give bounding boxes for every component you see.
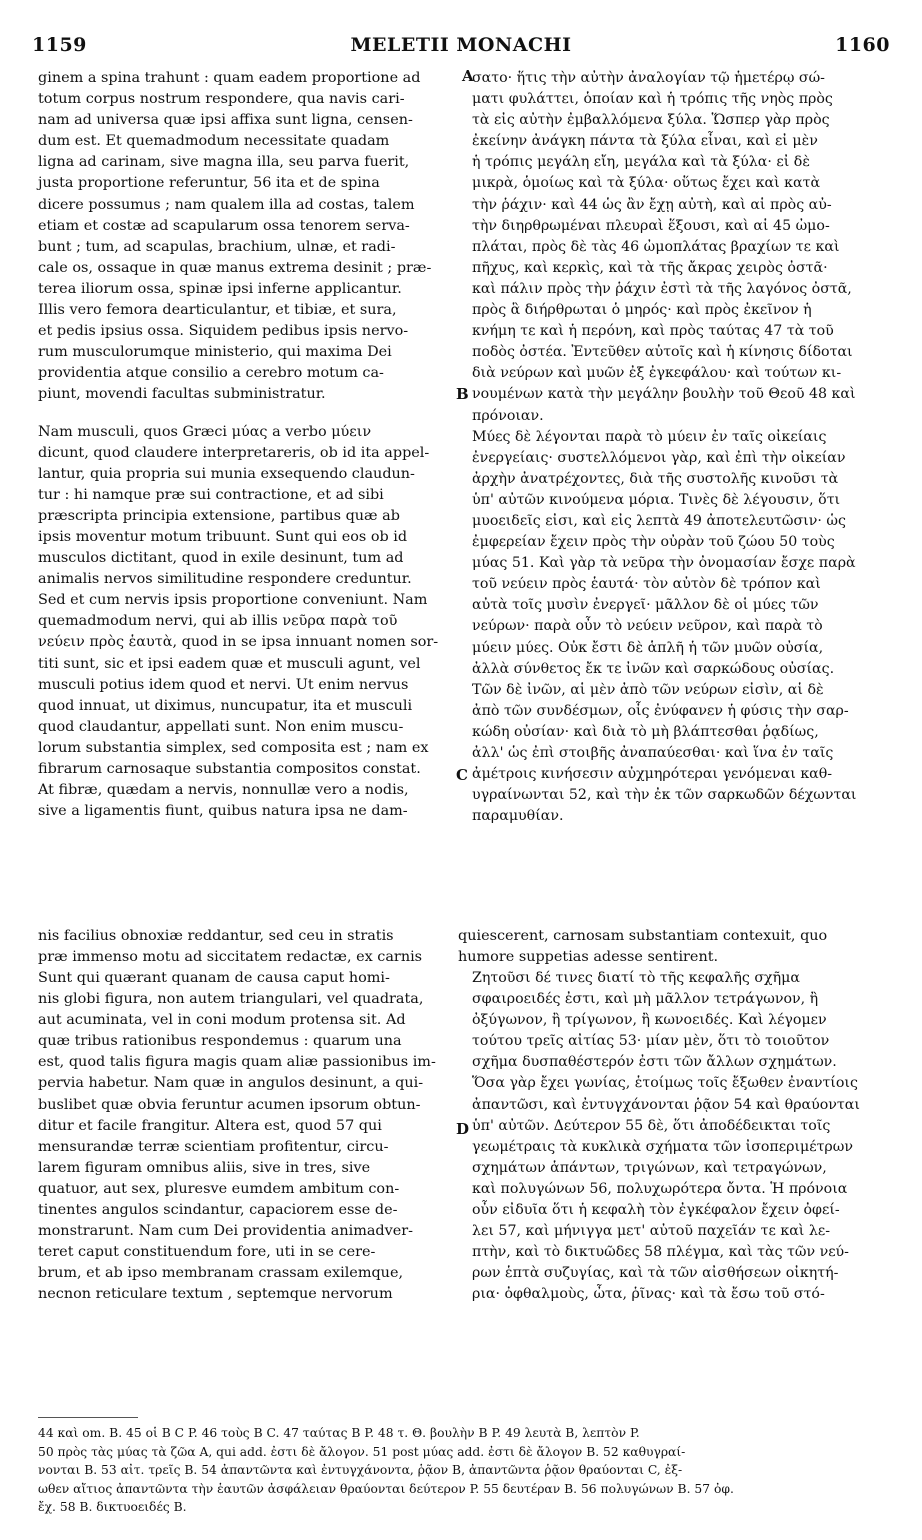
latin-text-line: ligna ad carinam, sive magna illa, seu parva fuerit,: [38, 154, 410, 171]
greek-text-line: ματι φυλάττει, ὁποίαν καὶ ἡ τρόπις τῆς νηὸς πρὸς: [472, 91, 833, 108]
latin-text-line: Sunt qui quærant quanam de causa caput homi-: [38, 970, 390, 986]
latin-text-line: tur : hi namque præ sui contractione, et ad sibi: [38, 486, 384, 503]
greek-text-line: ἐμφερείαν ἔχειν πρὸς τὴν οὐρὰν τοῦ ζώου 50 τοὺς: [472, 534, 835, 551]
greek-text-line: καὶ πολυγώνων 56, πολυχωρότερα ὄντα. Ἡ πρόνοια: [472, 1180, 848, 1197]
latin-text-line: tinentes angulos scindantur, capaciorem esse de-: [38, 1202, 398, 1219]
latin-text-line: brum, et ab ipso membranam crassam exilemque,: [38, 1265, 404, 1282]
latin-text-line: quemadmodum nervi, qui ab illis νεῦρα παρὰ τοῦ: [38, 613, 398, 630]
greek-text-line: μικρὰ, ὁμοίως καὶ τὰ ξύλα· οὕτως ἔχει καὶ κατὰ: [472, 175, 821, 192]
latin-text-line: teret caput constituendum fore, uti in se cere-: [38, 1244, 376, 1261]
page-number-left: 1159: [32, 34, 87, 56]
greek-text-line: αὐτὰ τοῖς μυσὶν ἐνεργεῖ· μᾶλλον δὲ οἱ μύες τῶν: [472, 597, 819, 614]
margin-marker-b: B: [456, 385, 469, 403]
footnote-line: νονται B. 53 αἰτ. τρεῖς B. 54 ἀπαντῶντα καὶ ἐντυγχάνοντα, ῥᾷον B, ἀπαντῶντα ῥᾷον θραύονται C, ἐξ-: [38, 1463, 683, 1478]
latin-text-line: nam ad universa quæ ipsi affixa sunt ligna, censen-: [38, 112, 413, 129]
greek-text-line: τὴν διηρθρωμέναι πλευραὶ ἕξουσι, καὶ αἱ 45 ὠμο-: [472, 217, 830, 234]
margin-marker-a: A: [462, 67, 474, 85]
running-title: MELETII MONACHI: [350, 34, 572, 56]
greek-text-line: ρια· ὀφθαλμοὺς, ὦτα, ῥῖνας· καὶ τὰ ἔσω τοῦ στό-: [472, 1286, 825, 1303]
latin-text-line: ipsis moventur motum tribuunt. Sunt qui eos ob id: [38, 528, 408, 545]
latin-text-line: terea iliorum ossa, spinæ ipsi inferne applicantur.: [38, 280, 402, 297]
latin-text-line: sive a ligamentis fiunt, quibus natura ipsa ne dam-: [38, 803, 408, 820]
greek-text-line: πρόνοιαν.: [472, 407, 544, 424]
greek-text-line: μύας 51. Καὶ γὰρ τὰ νεῦρα τὴν ὀνομασίαν ἔσχε παρὰ: [472, 555, 856, 572]
greek-text-line: σφαιροειδές ἐστι, καὶ μὴ μᾶλλον τετράγωνον, ἢ: [472, 991, 819, 1008]
footnote-line: ἔχ. 58 B. δικτυοειδές B.: [38, 1500, 187, 1515]
greek-text-line: ἡ τρόπις μεγάλη εἴη, μεγάλα καὶ τὰ ξύλα· εἰ δὲ: [472, 154, 810, 171]
greek-text-line: ἐνεργείαις· συστελλόμενοι γὰρ, καὶ ἐπὶ τὴν οἰκείαν: [472, 449, 846, 466]
text-line: nis facilius obnoxiæ reddantur, sed ceu in stratis: [38, 928, 394, 944]
greek-text-line: μύειν μύες. Οὐκ ἔστι δὲ ἁπλῆ ἡ τῶν μυῶν οὐσία,: [472, 639, 824, 656]
latin-text-line: At fibræ, quædam a nervis, nonnullæ vero a nodis,: [38, 782, 409, 799]
running-head: [32, 30, 890, 64]
latin-text-line: larem figuram omnibus aliis, sive in tres, sive: [38, 1159, 371, 1176]
greek-text-line: ποδὸς ὀστέα. Ἐντεῦθεν αὐτοῖς καὶ ἡ κίνησις δίδοται: [472, 344, 853, 361]
greek-text-line: μυοειδεῖς εἰσι, καὶ εἰς λεπτὰ 49 ἀποτελευτῶσιν· ὡς: [472, 512, 846, 529]
latin-text-line: Illis vero femora dearticulantur, et tibiæ, et sura,: [38, 302, 397, 319]
greek-text-line: σχημάτων ἁπάντων, τριγώνων, καὶ τετραγώνων,: [472, 1159, 827, 1176]
text-line: humore suppetias adesse sentirent.: [458, 949, 719, 966]
latin-text-line: lorum substantia simplex, sed composita est ; nam ex: [38, 739, 429, 756]
greek-text-line: ὀξύγωνον, ἢ τρίγωνον, ἢ κωνοειδές. Καὶ λέγομεν: [472, 1012, 827, 1029]
latin-text-line: musculos dictitant, quod in exile desinunt, tum ad: [38, 550, 404, 567]
latin-text-line: bunt ; tum, ad scapulas, brachium, ulnæ, et radi-: [38, 238, 396, 255]
latin-text-line: cale os, ossaque in quæ manus extrema desinit ; præ-: [38, 259, 432, 276]
greek-text-line: οὖν εἰδυῖα ὅτι ἡ κεφαλὴ τὸν ἐγκέφαλον ἔχειν ὀφεί-: [472, 1202, 840, 1219]
greek-text-line: ὑπ' αὐτῶν κινούμενα μόρια. Τινὲς δὲ λέγουσιν, ὅτι: [472, 491, 841, 508]
greek-text-line: Ὅσα γὰρ ἔχει γωνίας, ἑτοίμως τοῖς ἔξωθεν ἐναντίοις: [472, 1075, 858, 1092]
greek-text-line: τὴν ῥάχιν· καὶ 44 ὡς ἂν ἔχῃ αὐτὴ, καὶ αἱ πρὸς αὐ-: [472, 196, 832, 213]
greek-text-line: ἀλλὰ σύνθετος ἔκ τε ἰνῶν καὶ σαρκώδους οὐσίας.: [472, 660, 835, 677]
greek-text-line: Ζητοῦσι δέ τινες διατί τὸ τῆς κεφαλῆς σχῆμα: [472, 970, 800, 986]
latin-text-line: Sed et cum nervis ipsis proportione conveniunt. Nam: [38, 592, 428, 609]
greek-text-line: ἀλλ' ὡς ἐπὶ στοιβῆς ἀναπαύεσθαι· καὶ ἵνα ἐν ταῖς: [472, 745, 834, 761]
latin-text-line: necnon reticulare textum , septemque nervorum: [38, 1286, 393, 1303]
latin-column-lower: [38, 968, 436, 1306]
page-number-right: 1160: [835, 34, 890, 56]
latin-text-line: quæ tribus rationibus respondemus : quarum una: [38, 1033, 402, 1050]
greek-text-line: νεύρων· παρὰ οὖν τὸ νεύειν νεῦρον, καὶ παρὰ τὸ: [472, 618, 823, 635]
latin-spanning-line-1: [38, 926, 422, 968]
latin-text-line: dum est. Et quemadmodum necessitate quadam: [38, 133, 390, 150]
greek-text-line: Τῶν δὲ ἰνῶν, αἱ μὲν ἀπὸ τῶν νεύρων εἰσὶν, αἱ δὲ: [472, 681, 824, 698]
latin-text-line: animalis nervos similitudine respondere creduntur.: [38, 571, 412, 588]
greek-text-line: τοῦ νεύειν πρὸς ἑαυτά· τὸν αὐτὸν δὲ τρόπον καὶ: [472, 576, 821, 593]
latin-text-line: mensurandæ terræ scientiam profitentur, circu-: [38, 1138, 389, 1155]
greek-text-line: διὰ νεύρων καὶ μυῶν ἐξ ἐγκεφάλου· καὶ τούτων κι-: [472, 365, 842, 382]
latin-text-line: rum musculorumque ministerio, qui maxima Dei: [38, 344, 392, 361]
margin-marker-d: D: [456, 1120, 470, 1138]
footnotes: [38, 1424, 890, 1517]
latin-text-line: quod claudantur, appellati sunt. Non enim muscu-: [38, 718, 404, 735]
greek-text-line: παραμυθίαν.: [472, 808, 564, 825]
latin-text-line: est, quod talis figura magis quam aliæ passionibus im-: [38, 1054, 436, 1071]
greek-text-line: πτὴν, καὶ τὸ δικτυῶδες 58 πλέγμα, καὶ τὰς τῶν νεύ-: [472, 1244, 849, 1261]
latin-text-line: præscripta principia extensione, partibus quæ ab: [38, 507, 400, 524]
latin-text-line: ginem a spina trahunt : quam eadem proportione ad: [38, 70, 421, 86]
footnote-line: 44 καὶ om. B. 45 οἱ B C P. 46 τοὺς B C. 47 ταύτας B P. 48 τ. Θ. βουλὴν B P. 49 λευτὰ B, λεπτὸν P.: [38, 1426, 640, 1440]
greek-column-lower: [472, 968, 860, 1306]
greek-text-line: Μύες δὲ λέγονται παρὰ τὸ μύειν ἐν ταῖς οἰκείαις: [472, 428, 827, 445]
latin-text-line: monstrarunt. Nam cum Dei providentia animadver-: [38, 1223, 414, 1240]
text-line: quiescerent, carnosam substantiam contexuit, quo: [458, 928, 828, 944]
greek-text-line: ὑπ' αὐτῶν. Δεύτερον 55 δὲ, ὅτι ἀποδέδεικται τοῖς: [472, 1117, 831, 1134]
greek-text-line: πῆχυς, καὶ κερκὶς, καὶ τὰ τῆς ἄκρας χειρὸς ὀστᾶ·: [472, 259, 828, 276]
latin-column: [38, 68, 456, 822]
latin-text-line: quod innuat, ut diximus, nuncupatur, ita et musculi: [38, 697, 413, 714]
latin-text-line: totum corpus nostrum respondere, qua navis cari-: [38, 91, 405, 108]
latin-text-line: dicunt, quod claudere interpretareris, ob id ita appel-: [38, 444, 430, 461]
margin-marker-c: C: [456, 766, 468, 784]
greek-text-line: ἐκείνην ἀνάγκη πάντα τὰ ξύλα εἶναι, καὶ εἰ μὲν: [472, 133, 818, 150]
greek-text-line: σατο· ἥτις τὴν αὐτὴν ἀναλογίαν τῷ ἡμετέρῳ σώ-: [472, 70, 825, 86]
greek-text-line: πρὸς ἃ διήρθρωται ὁ μηρός· καὶ πρὸς ἐκεῖνον ἡ: [472, 302, 812, 319]
latin-text-line: ditur et facile frangitur. Altera est, quod 57 qui: [38, 1117, 382, 1134]
greek-text-line: ἀπὸ τῶν συνδέσμων, οἷς ἐνύφανεν ἡ φύσις τὴν σαρ-: [472, 702, 849, 719]
latin-spanning-line-2: [458, 926, 827, 968]
paragraph-gap: [38, 406, 456, 422]
greek-text-line: σχῆμα δυσπαθέστερόν ἐστι τῶν ἄλλων σχημάτων.: [472, 1054, 837, 1071]
greek-text-line: ἀπαντῶσι, καὶ ἐντυγχάνονται ῥᾷον 54 καὶ θραύονται: [472, 1096, 860, 1113]
greek-text-line: ἀμέτροις κινήσεσιν αὐχμηρότεραι γενόμεναι καθ-: [472, 766, 833, 783]
latin-text-line: piunt, movendi facultas subministratur.: [38, 386, 326, 403]
latin-text-line: dicere possumus ; nam qualem illa ad costas, talem: [38, 196, 415, 213]
latin-text-line: quatuor, aut sex, pluresve eumdem ambitum con-: [38, 1180, 400, 1197]
latin-text-line: fibrarum carnosaque substantia compositos constat.: [38, 761, 421, 777]
latin-text-line: lantur, quia propria sui munia exsequendo claudun-: [38, 465, 415, 482]
footnote-rule: [38, 1417, 138, 1418]
greek-text-line: τὰ εἰς αὐτὴν ἐμβαλλόμενα ξύλα. Ὥσπερ γὰρ πρὸς: [472, 112, 830, 129]
greek-text-line: κώδη οὐσίαν· καὶ διὰ τὸ μὴ βλάπτεσθαι ῥᾳδίως,: [472, 723, 819, 740]
latin-text-line: titi sunt, sic et ipsi eadem quæ et musculi agunt, vel: [38, 655, 421, 672]
greek-text-line: ἀρχὴν ἀνατρέχοντες, διὰ τῆς συστολῆς κινοῦσι τὰ: [472, 470, 839, 487]
latin-text-line: justa proportione referuntur, 56 ita et de spina: [38, 175, 380, 192]
footnote-line: 50 πρὸς τὰς μύας τὰ ζῶα A, qui add. ἐστι δὲ ἄλογον. 51 post μύας add. ἐστι δὲ ἄλογον B. 52 καθυγραί-: [38, 1444, 686, 1459]
greek-text-line: καὶ πάλιν πρὸς τὴν ῥάχιν ἐστὶ τὰ τῆς λαγόνος ὀστᾶ,: [472, 280, 852, 297]
greek-text-line: πλάται, πρὸς δὲ τὰς 46 ὠμοπλάτας βραχίων τε καὶ: [472, 238, 840, 255]
latin-text-line: buslibet quæ obvia feruntur acumen ipsorum obtun-: [38, 1096, 421, 1113]
greek-text-line: ρων ἑπτὰ συζυγίας, καὶ τὰ τῶν αἰσθήσεων οἰκητή-: [472, 1265, 839, 1282]
latin-text-line: etiam et costæ ad scapularum ossa tenorem serva-: [38, 217, 410, 234]
latin-text-line: providentia atque consilio a cerebro motum ca-: [38, 365, 384, 382]
greek-text-line: νουμένων κατὰ τὴν μεγάλην βουλὴν τοῦ Θεοῦ 48 καὶ: [472, 386, 856, 403]
greek-text-line: τούτου τρεῖς αἰτίας 53· μίαν μὲν, ὅτι τὸ τοιοῦτον: [472, 1033, 830, 1050]
latin-text-line: νεύειν πρὸς ἑαυτὰ, quod in se ipsa innuant nomen sor-: [38, 634, 439, 651]
latin-text-line: nis globi figura, non autem triangulari, vel quadrata,: [38, 991, 424, 1008]
latin-text-line: aut acuminata, vel in coni modum protensa sit. Ad: [38, 1012, 406, 1029]
latin-text-line: pervia habetur. Nam quæ in angulos desinunt, a qui-: [38, 1075, 424, 1092]
text-line: præ immenso motu ad siccitatem redactæ, ex carnis: [38, 949, 423, 966]
latin-text-line: musculi potius idem quod et nervi. Ut enim nervus: [38, 676, 409, 693]
greek-text-line: λει 57, καὶ μήνιγγα μετ' αὐτοῦ παχεῖάν τε καὶ λε-: [472, 1223, 831, 1240]
greek-text-line: υγραίνωνται 52, καὶ τὴν ἐκ τῶν σαρκωδῶν δέχωνται: [472, 787, 857, 804]
greek-text-line: γεωμέτραις τὰ κυκλικὰ σχήματα τῶν ἰσοπεριμέτρων: [472, 1138, 853, 1155]
latin-text-line: et pedis ipsius ossa. Siquidem pedibus ipsis nervo-: [38, 323, 409, 340]
greek-column: [472, 68, 890, 827]
footnote-line: ωθεν αἴτιος ἀπαντῶντα τὴν ἑαυτῶν ἀσφάλειαν θραύονται δεύτερον P. 55 δευτέραν B. 56 πολυγώνων B. 57 ὀφ.: [38, 1481, 734, 1496]
greek-text-line: κνήμη τε καὶ ἡ περόνη, καὶ πρὸς ταύτας 47 τὰ τοῦ: [472, 323, 834, 340]
latin-text-line: Nam musculi, quos Græci μύας a verbo μύειν: [38, 423, 372, 440]
